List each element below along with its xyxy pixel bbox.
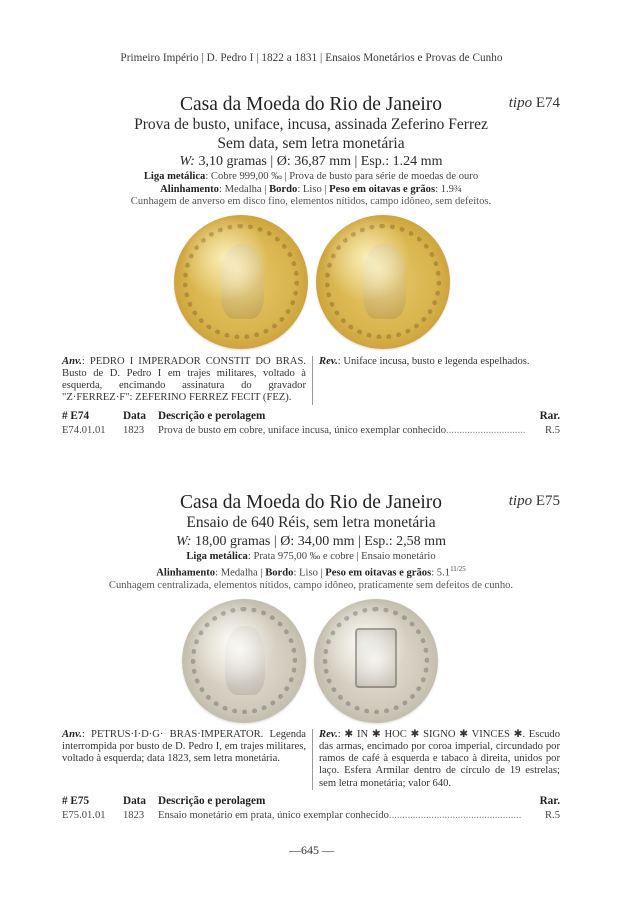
coin-reverse-image <box>316 215 450 349</box>
coin-descriptions <box>62 729 560 790</box>
obverse-text: : PEDRO I IMPERADOR CONSTIT DO BRAS. Busto de D. Pedro I em trajes militares, voltado à esquerda, encimando assinatura do gravador "Z·FERREZ·F": ZEFERINO FERREZ FECIT (FEZ). <box>62 355 306 404</box>
reverse-description <box>313 356 560 405</box>
edge-label: Bordo <box>269 183 298 195</box>
dot-leader: .................................................. <box>388 810 522 822</box>
running-header: Primeiro Império | D. Pedro I | 1822 a 1831 | Ensaios Monetários e Provas de Cunho <box>120 52 503 64</box>
reverse-text: : Uniface incusa, busto e legenda espelhados. <box>337 355 530 367</box>
coin-obverse-image <box>174 215 308 349</box>
col-date: Data <box>123 409 146 422</box>
alignment-label: Alinhamento <box>156 567 216 579</box>
coat-of-arms-shield <box>355 628 397 688</box>
weight-symbol: W: <box>176 533 192 549</box>
type-code <box>509 95 560 112</box>
col-date: Data <box>123 795 146 808</box>
cell-number: E75.01.01 <box>62 810 106 822</box>
type-label: tipo <box>508 493 533 509</box>
alignment-label: Alinhamento <box>160 183 219 195</box>
weight-oitavas-value: : 5.1 <box>431 567 451 579</box>
col-number: # E74 <box>62 409 90 422</box>
alloy-value: : Prata 975,00 ‰ e cobre | Ensaio monetário <box>247 550 436 562</box>
weight-symbol: W: <box>179 154 195 169</box>
reverse-text: : ✱ IN ✱ HOC ✱ SIGNO ✱ VINCES ✱. Escudo das armas, encimado por coroa imperial, circundado por ramos de café à esquerda e tabaco à direita, unidos por laço. Esfera Armilar dentro de círculo de 19 estrelas; sem letra monetária; valor 640. <box>319 728 560 789</box>
coin-reverse-image <box>314 599 438 723</box>
entry-title: Casa da Moeda do Rio de Janeiro <box>179 492 443 513</box>
entry-subtitle-2: Sem data, sem letra monetária <box>217 134 405 152</box>
catalog-entry-e74 <box>62 94 560 438</box>
dot-leader: .............................. <box>446 424 526 436</box>
edge-value: : Liso | <box>293 567 326 579</box>
cell-rarity: R.5 <box>544 810 560 822</box>
col-description: Descrição e perolagem <box>158 795 266 808</box>
thickness-value: Esp.: 1.24 mm <box>360 154 443 169</box>
type-code-value: E74 <box>535 95 560 111</box>
coin-images <box>62 599 560 723</box>
coin-descriptions <box>62 356 560 405</box>
catalog-entry-e75 <box>62 492 560 823</box>
edge-label: Bordo <box>265 567 294 579</box>
coin-bust-relief <box>225 626 265 695</box>
table-header <box>62 795 560 810</box>
weight-value: 18,00 gramas <box>194 533 271 549</box>
alloy-label: Liga metálica <box>186 550 248 562</box>
obverse-text: : PETRUS·I·D·G· BRAS·IMPERATOR. Legenda interrompida por busto de D. Pedro I, em trajes militares, voltado à esquerda; data 1823, sem letra monetária. <box>62 728 306 765</box>
entry-subtitle: Prova de busto, uniface, incusa, assinada Zeferino Ferrez <box>134 116 488 133</box>
coin-obverse-image <box>182 599 306 723</box>
type-label: tipo <box>508 95 533 111</box>
table-header <box>62 410 560 425</box>
alignment-line <box>62 563 560 580</box>
physical-specs: W: 18,00 gramas | Ø: 34,00 mm | Esp.: 2,58 mm <box>176 533 446 549</box>
catalog-table <box>62 410 560 438</box>
type-code <box>509 493 560 510</box>
reverse-label: Rev. <box>319 728 338 740</box>
weight-oitavas-value: : 1.9¾ <box>435 183 462 195</box>
physical-specs: W: 3,10 gramas | Ø: 36,87 mm | Esp.: 1.24 mm <box>179 154 443 169</box>
col-rarity: Rar. <box>539 795 560 808</box>
obverse-label: Anv. <box>62 355 82 367</box>
cell-description: Ensaio monetário em prata, único exemplar conhecido.................................................. <box>158 810 522 822</box>
alloy-line <box>62 551 560 564</box>
alloy-line <box>62 171 560 184</box>
condition-text: Cunhagem de anverso em disco fino, elementos nítidos, campo idôneo, sem defeitos. <box>130 196 492 207</box>
cell-rarity: R.5 <box>544 424 560 436</box>
weight-value: 3,10 gramas <box>198 154 267 169</box>
alignment-line <box>62 184 560 197</box>
weight-oitavas-fraction: 11/25 <box>450 565 466 573</box>
thickness-value: Esp.: 2,58 mm <box>364 533 446 549</box>
weight-oitavas-label: Peso em oitavas e grãos <box>329 183 436 195</box>
cell-description: Prova de busto em cobre, uniface incusa, único exemplar conhecido.............................. <box>158 424 526 436</box>
condition-text: Cunhagem centralizada, elementos nítidos, campo idôneo, praticamente sem defeitos de cunho. <box>108 580 514 592</box>
col-rarity: Rar. <box>539 409 560 422</box>
diameter-value: Ø: 34,00 mm <box>280 533 355 549</box>
page-number: —645 — <box>289 843 334 857</box>
coin-images <box>62 215 560 350</box>
coin-bust-incuse <box>363 244 406 319</box>
table-row <box>62 425 560 438</box>
alignment-value: : Medalha | <box>215 567 266 579</box>
entry-subtitle: Ensaio de 640 Réis, sem letra monetária <box>186 514 436 531</box>
obverse-description <box>62 729 313 790</box>
alloy-label: Liga metálica <box>143 171 206 182</box>
cell-date: 1823 <box>123 424 145 436</box>
reverse-description <box>313 729 560 790</box>
entry-title-row <box>62 94 560 116</box>
entry-title: Casa da Moeda do Rio de Janeiro <box>179 94 443 115</box>
cell-number: E74.01.01 <box>62 424 106 436</box>
reverse-label: Rev. <box>319 355 338 367</box>
type-code-value: E75 <box>535 493 560 509</box>
alignment-value: : Medalha | <box>218 183 270 195</box>
alloy-value: : Cobre 999,00 ‰ | Prova de busto para série de moedas de ouro <box>205 171 479 182</box>
entry-title-row <box>62 492 560 514</box>
col-description: Descrição e perolagem <box>158 409 266 422</box>
coin-bust-relief <box>221 244 264 319</box>
obverse-label: Anv. <box>62 728 82 740</box>
cell-date: 1823 <box>123 810 145 822</box>
weight-oitavas-label: Peso em oitavas e grãos <box>325 567 432 579</box>
col-number: # E75 <box>62 795 90 808</box>
catalog-table <box>62 795 560 823</box>
table-row <box>62 810 560 823</box>
obverse-description <box>62 356 313 405</box>
diameter-value: Ø: 36,87 mm <box>276 154 351 169</box>
edge-value: : Liso | <box>297 183 330 195</box>
